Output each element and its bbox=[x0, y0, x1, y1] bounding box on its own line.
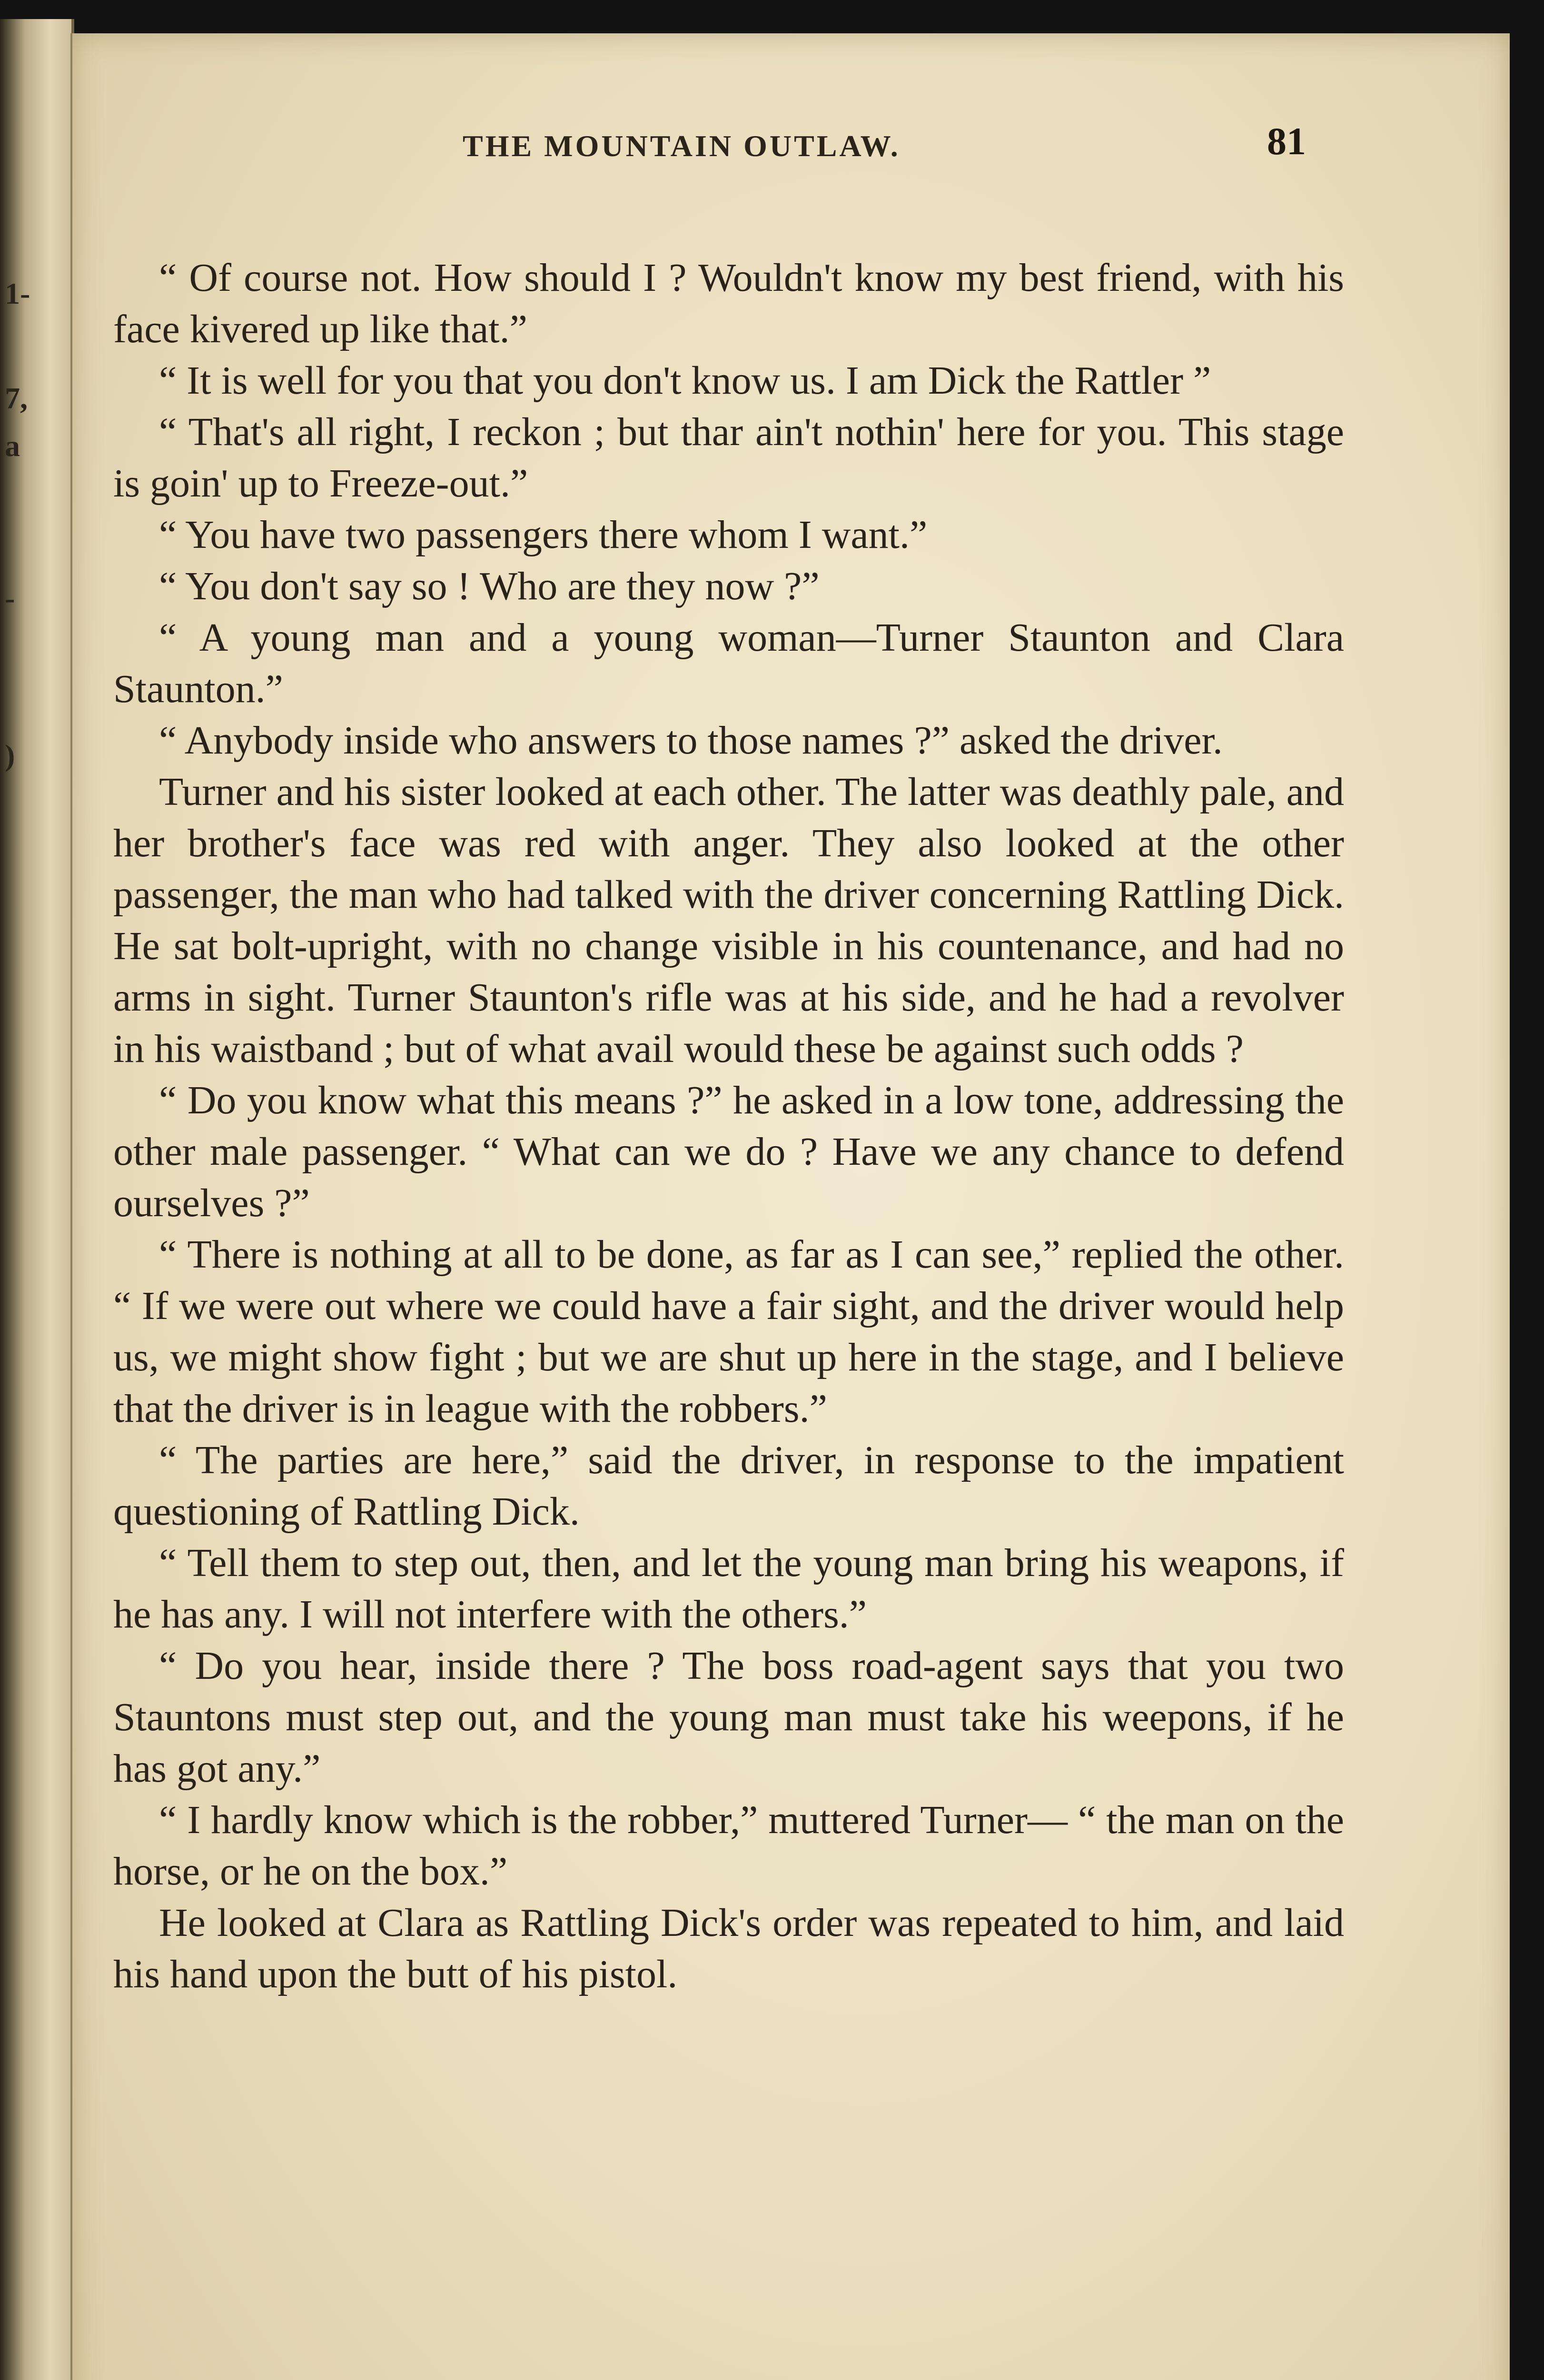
running-head: THE MOUNTAIN OUTLAW. bbox=[463, 129, 901, 163]
previous-page-edge bbox=[0, 19, 74, 2380]
spine-fragment: 1- bbox=[5, 277, 30, 310]
paragraph: “ You have two passengers there whom I want.” bbox=[159, 513, 928, 557]
body-text bbox=[113, 252, 1344, 2000]
paragraph: “ Do you know what this means ?” he asked in a low tone, addressing the other male passenger. “ What can we do ? Have we any chance to defend ourselves ?” bbox=[113, 1078, 1344, 1225]
paragraph: “ That's all right, I reckon ; but thar ain't nothin' here for you. This stage is goin' up to Freeze-out.” bbox=[113, 410, 1344, 506]
paragraph: “ Do you hear, inside there ? The boss road-agent says that you two Stauntons must step out, and the young man must take his weepons, if he has got any.” bbox=[113, 1644, 1344, 1791]
paragraph: “ Tell them to step out, then, and let the young man bring his weapons, if he has any. I will not interfere with the others.” bbox=[113, 1541, 1344, 1636]
spine-fragment: ) bbox=[5, 738, 15, 772]
spine-fragment: a bbox=[5, 429, 20, 463]
paragraph: “ You don't say so ! Who are they now ?” bbox=[159, 564, 820, 608]
paragraph: “ Anybody inside who answers to those names ?” asked the driver. bbox=[159, 718, 1223, 763]
page-number: 81 bbox=[1267, 119, 1306, 163]
spine-fragment: - bbox=[5, 581, 15, 615]
paragraph: “ The parties are here,” said the driver, in response to the impatient questioning of Rattling Dick. bbox=[113, 1438, 1344, 1534]
paragraph: He looked at Clara as Rattling Dick's order was repeated to him, and laid his hand upon the butt of his pistol. bbox=[113, 1901, 1344, 1996]
paragraph: Turner and his sister looked at each other. The latter was deathly pale, and her brother's face was red with anger. They also looked at the other passenger, the man who had talked with the driver concerning Rattling Dick. He sat bolt-upright, with no change visible in his countenance, and had no arms in sight. Turner Staunton's rifle was at his side, and he had a revolver in his waistband ; but of what avail would these be against such odds ? bbox=[113, 770, 1344, 1071]
paragraph: “ Of course not. How should I ? Wouldn't know my best friend, with his face kivered up like that.” bbox=[113, 256, 1344, 351]
paragraph: “ There is nothing at all to be done, as far as I can see,” replied the other. “ If we were out where we could have a fair sight, and the driver would help us, we might show fight ; but we are shut up here in the stage, and I believe that the driver is in league with the robbers.” bbox=[113, 1232, 1344, 1431]
paragraph: “ A young man and a young woman—Turner Staunton and Clara Staunton.” bbox=[113, 615, 1344, 711]
book-page bbox=[70, 33, 1510, 2380]
paragraph: “ It is well for you that you don't know us. I am Dick the Rattler ” bbox=[159, 358, 1211, 403]
paragraph: “ I hardly know which is the robber,” muttered Turner— “ the man on the horse, or he on the box.” bbox=[113, 1798, 1344, 1894]
spine-fragment: 7, bbox=[5, 381, 28, 415]
